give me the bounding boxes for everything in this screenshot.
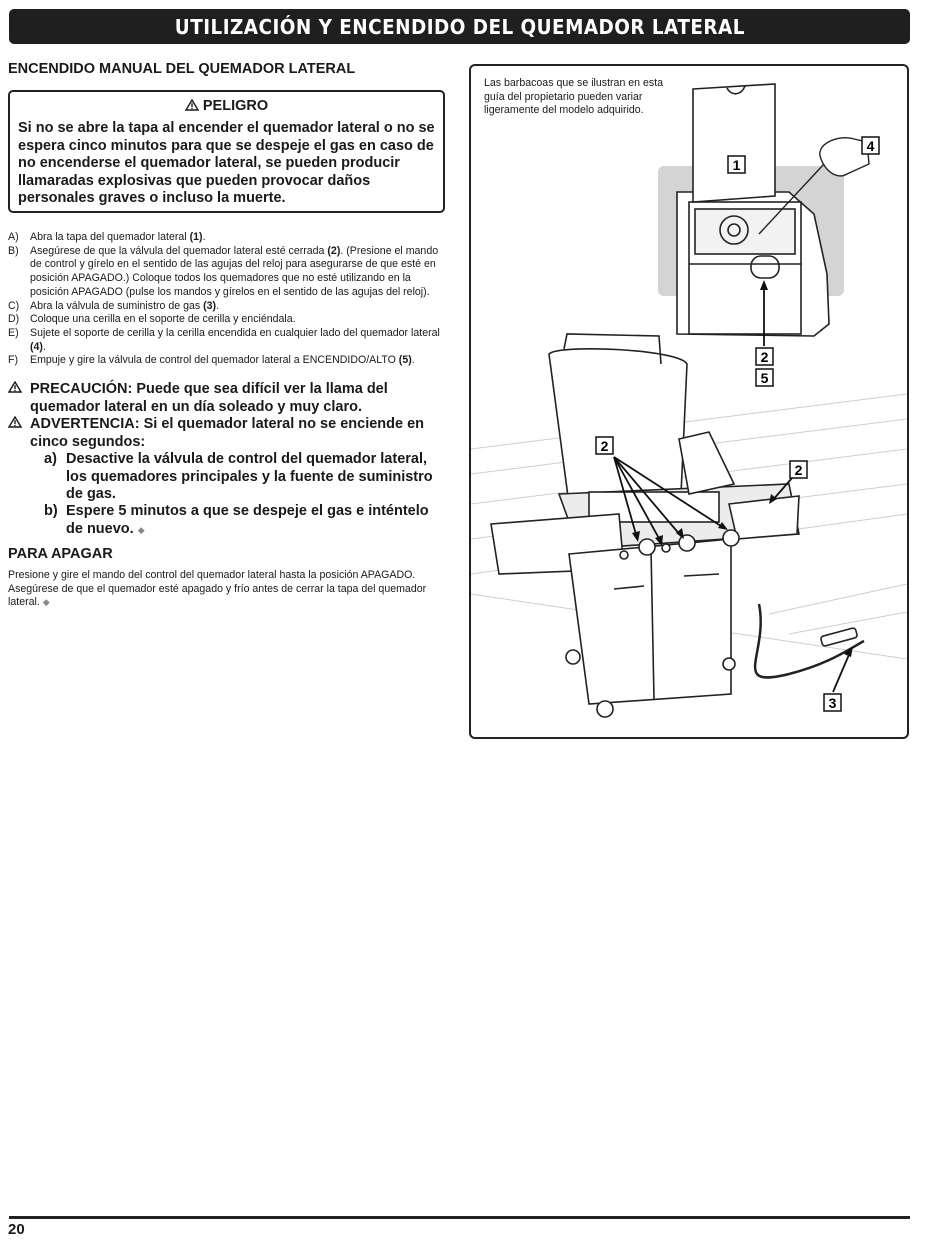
figure-note: Las barbacoas que se ilustran en esta guía del propietario pueden variar ligeramente del modelo adquirido. — [484, 77, 664, 117]
callout-2-top — [756, 348, 773, 365]
callout-2-label: 2 — [760, 349, 769, 365]
step-letter: C) — [8, 299, 20, 312]
step-reference: (2) — [327, 244, 341, 257]
danger-title-text: PELIGRO — [202, 98, 269, 114]
warning-item-letter: a) — [44, 451, 57, 467]
gas-hose — [755, 604, 864, 678]
callout-4 — [862, 137, 879, 154]
step-text-main: Abra la tapa del quemador lateral — [30, 231, 190, 243]
section-heading-turn-off: PARA APAGAR — [8, 546, 113, 562]
footer-rule — [9, 1216, 910, 1219]
step-text-after: . — [202, 231, 206, 243]
grill-illustration — [469, 64, 909, 739]
step-reference: (3) — [203, 299, 217, 312]
end-diamond-icon: ◆ — [42, 597, 50, 608]
step-letter: A) — [8, 231, 19, 243]
callout-1 — [728, 156, 745, 173]
callout-5 — [756, 369, 773, 386]
step-item — [8, 300, 450, 314]
step-letter: F) — [8, 354, 18, 367]
page-number: 20 — [8, 1221, 25, 1238]
step-text-after: . (Presione el mando de control y gírelo en el sentido de las agujas del reloj para asegurarse de que esté en posición APAGADO.) Coloque todos los quemadores que no esté utilizando en la posición APAGADO (pulse los mandos y gírelos en el sentido de las agujas del reloj). — [30, 244, 439, 298]
turn-off-text: Presione y gire el mando del control del quemador lateral hasta la posición APAGADO. Asegúrese de que el quemador esté apagado y frío antes de cerrar la tapa del quemador lateral. — [8, 569, 427, 609]
step-item — [8, 231, 450, 245]
step-text-after: . — [216, 299, 220, 312]
danger-title — [18, 98, 435, 114]
step-text-main: Asegúrese de que la válvula del quemador lateral esté cerrada — [30, 244, 328, 257]
section-heading-manual-lighting: ENCENDIDO MANUAL DEL QUEMADOR LATERAL — [8, 61, 356, 77]
step-reference: (5) — [398, 354, 412, 367]
warning-item-letter: b) — [44, 503, 58, 519]
warning-triangle-icon — [185, 99, 199, 111]
page-title: UTILIZACIÓN Y ENCENDIDO DEL QUEMADOR LATERAL — [174, 14, 745, 39]
step-text — [30, 245, 450, 300]
step-reference: (4) — [30, 340, 43, 353]
gas-regulator — [820, 628, 857, 647]
warning-text: ADVERTENCIA: Si el quemador lateral no se enciende en cinco segundos: — [30, 416, 425, 450]
danger-box — [8, 90, 445, 213]
end-diamond-icon: ◆ — [137, 524, 145, 535]
steps-list — [8, 231, 450, 368]
step-letter: B) — [8, 244, 19, 257]
step-reference: (1) — [189, 231, 203, 243]
step-letter: D) — [8, 313, 20, 326]
page-title-bar — [9, 9, 910, 44]
warning-triangle-icon — [8, 381, 22, 393]
step-item — [8, 245, 450, 300]
caution-note — [8, 381, 448, 416]
callout-2-grill — [596, 437, 613, 454]
step-text-main: Coloque una cerilla en el soporte de cerilla y enciéndala. — [30, 313, 296, 326]
step-text — [30, 313, 450, 327]
warning-item-a — [44, 451, 444, 504]
step-item — [8, 327, 450, 354]
turn-off-paragraph — [8, 569, 448, 610]
step-item — [8, 313, 450, 327]
step-text — [30, 327, 450, 354]
callout-5-label: 5 — [760, 370, 769, 386]
step-item — [8, 354, 450, 368]
caution-text: PRECAUCIÓN: Puede que sea difícil ver la llama del quemador lateral en un día soleado y muy claro. — [30, 381, 388, 415]
callout-2-label: 2 — [794, 462, 803, 478]
step-text — [30, 231, 450, 245]
callout-2-side — [790, 461, 807, 478]
warning-triangle-icon — [8, 416, 22, 428]
step-letter: E) — [8, 326, 19, 339]
step-text-main: Abra la válvula de suministro de gas — [30, 299, 204, 312]
warning-item-text: Espere 5 minutos a que se despeje el gas e inténtelo de nuevo. — [66, 503, 429, 537]
callout-1-label: 1 — [732, 157, 741, 173]
callout-3-label: 3 — [828, 695, 837, 711]
side-burner-closeup — [677, 84, 829, 336]
step-text-main: Sujete el soporte de cerilla y la cerilla encendida en cualquier lado del quemador lateral — [30, 326, 440, 339]
callout-3 — [824, 694, 841, 711]
warning-item-text: Desactive la válvula de control del quemador lateral, los quemadores principales y la fuente de suministro de gas. — [66, 451, 433, 502]
step-text-main: Empuje y gire la válvula de control del quemador lateral a ENCENDIDO/ALTO — [30, 354, 399, 367]
grill-body-illustration — [491, 334, 799, 717]
step-text — [30, 300, 450, 314]
callout-4-label: 4 — [866, 138, 875, 154]
step-text-after: . — [42, 340, 46, 353]
step-text — [30, 354, 450, 368]
warning-item-b — [44, 503, 444, 539]
callout-2-label: 2 — [600, 438, 609, 454]
danger-text: Si no se abre la tapa al encender el quemador lateral o no se espera cinco minutos para que se despeje el gas en caso de no encenderse el quemador lateral, se pueden producir llamaradas explosivas que pueden provocar daños personales graves o incluso la muerte. — [18, 120, 435, 206]
step-text-after: . — [411, 354, 415, 367]
warning-note — [8, 416, 448, 451]
